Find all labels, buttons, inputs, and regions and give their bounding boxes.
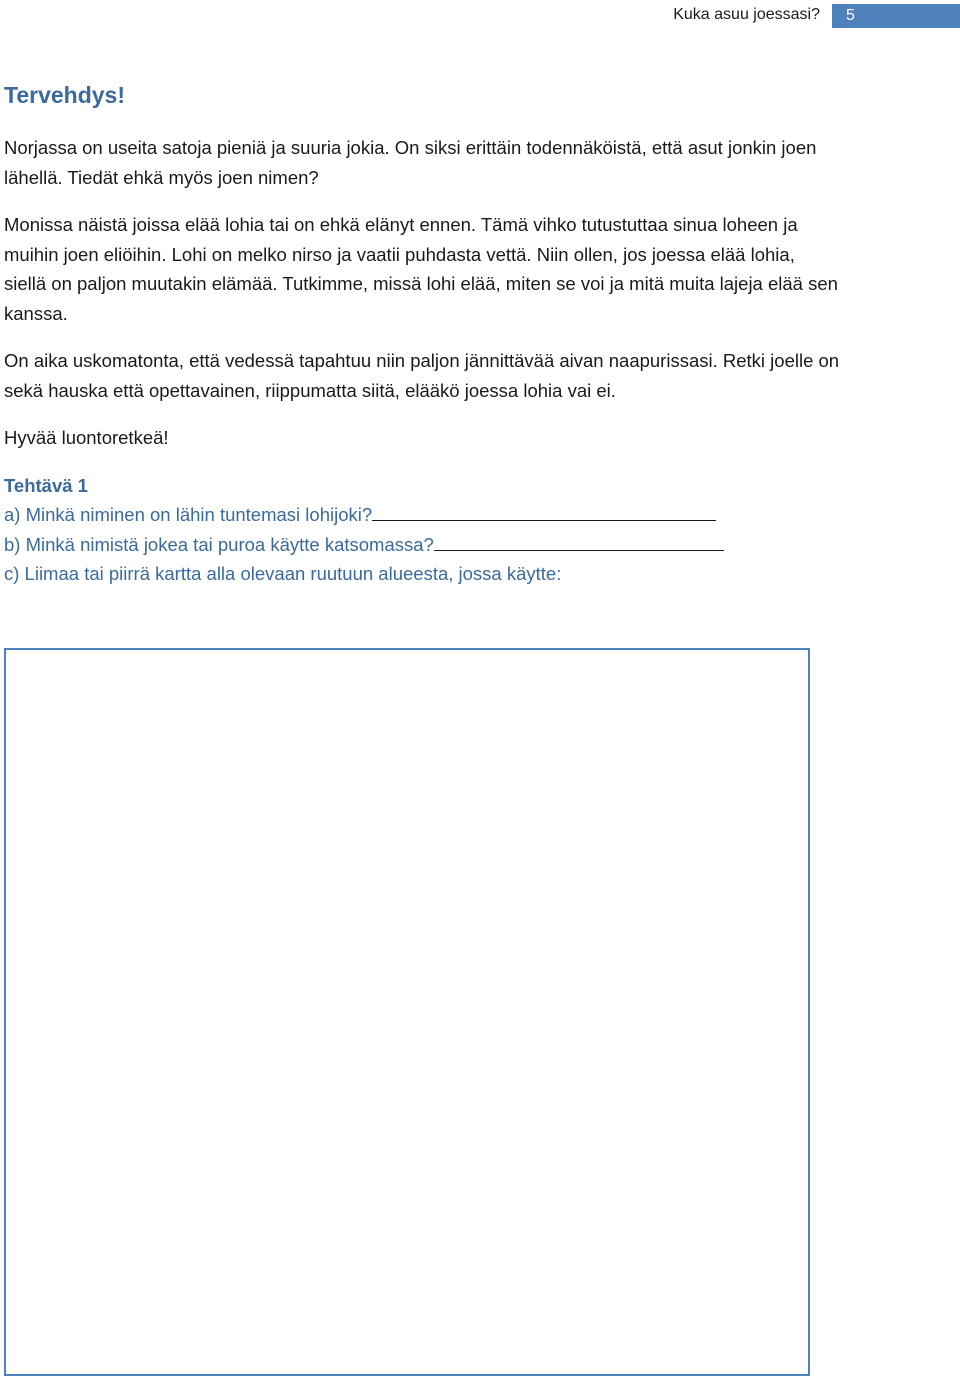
answer-line-b[interactable]	[434, 532, 724, 551]
page-number-badge	[832, 4, 960, 28]
question-c-text: c) Liimaa tai piirrä kartta alla olevaan ruutuun alueesta, jossa käytte:	[4, 563, 562, 584]
map-drawing-box[interactable]	[4, 648, 810, 1376]
question-a-text: a) Minkä niminen on lähin tuntemasi lohijoki?	[4, 504, 373, 525]
intro-paragraph-1: Norjassa on useita satoja pieniä ja suuria jokia. On siksi erittäin todennäköistä, että asut jonkin joen lähellä. Tiedät ehkä myös joen nimen?	[4, 137, 817, 188]
greeting-heading: Tervehdys!	[4, 82, 126, 108]
intro-paragraph-3: On aika uskomatonta, että vedessä tapahtuu niin paljon jännittävää aivan naapurissasi. Retki joelle on sekä hauska että opettavainen, riippumatta siitä, elääkö joessa lohia vai ei.	[4, 350, 840, 401]
page-header	[0, 0, 960, 34]
answer-line-a[interactable]	[372, 502, 716, 521]
page-number: 5	[846, 7, 855, 24]
main-content	[4, 82, 840, 589]
task-section	[4, 471, 840, 589]
intro-paragraph-2: Monissa näistä joissa elää lohia tai on ehkä elänyt ennen. Tämä vihko tutustuttaa sinua loheen ja muihin joen eliöihin. Lohi on melko nirso ja vaatii puhdasta vettä. Niin ollen, jos joessa elää lohia, siellä on paljon muutakin elämää. Tutkimme, missä lohi elää, miten se voi ja mitä muita lajeja elää sen kanssa.	[4, 214, 838, 324]
question-b	[4, 530, 840, 560]
question-a	[4, 500, 840, 530]
task-title: Tehtävä 1	[4, 474, 88, 496]
question-c	[4, 559, 840, 589]
closing-line: Hyvää luontoretkeä!	[4, 427, 169, 448]
question-b-text: b) Minkä nimistä jokea tai puroa käytte katsomassa?	[4, 533, 434, 555]
header-title: Kuka asuu joessasi?	[673, 6, 820, 23]
